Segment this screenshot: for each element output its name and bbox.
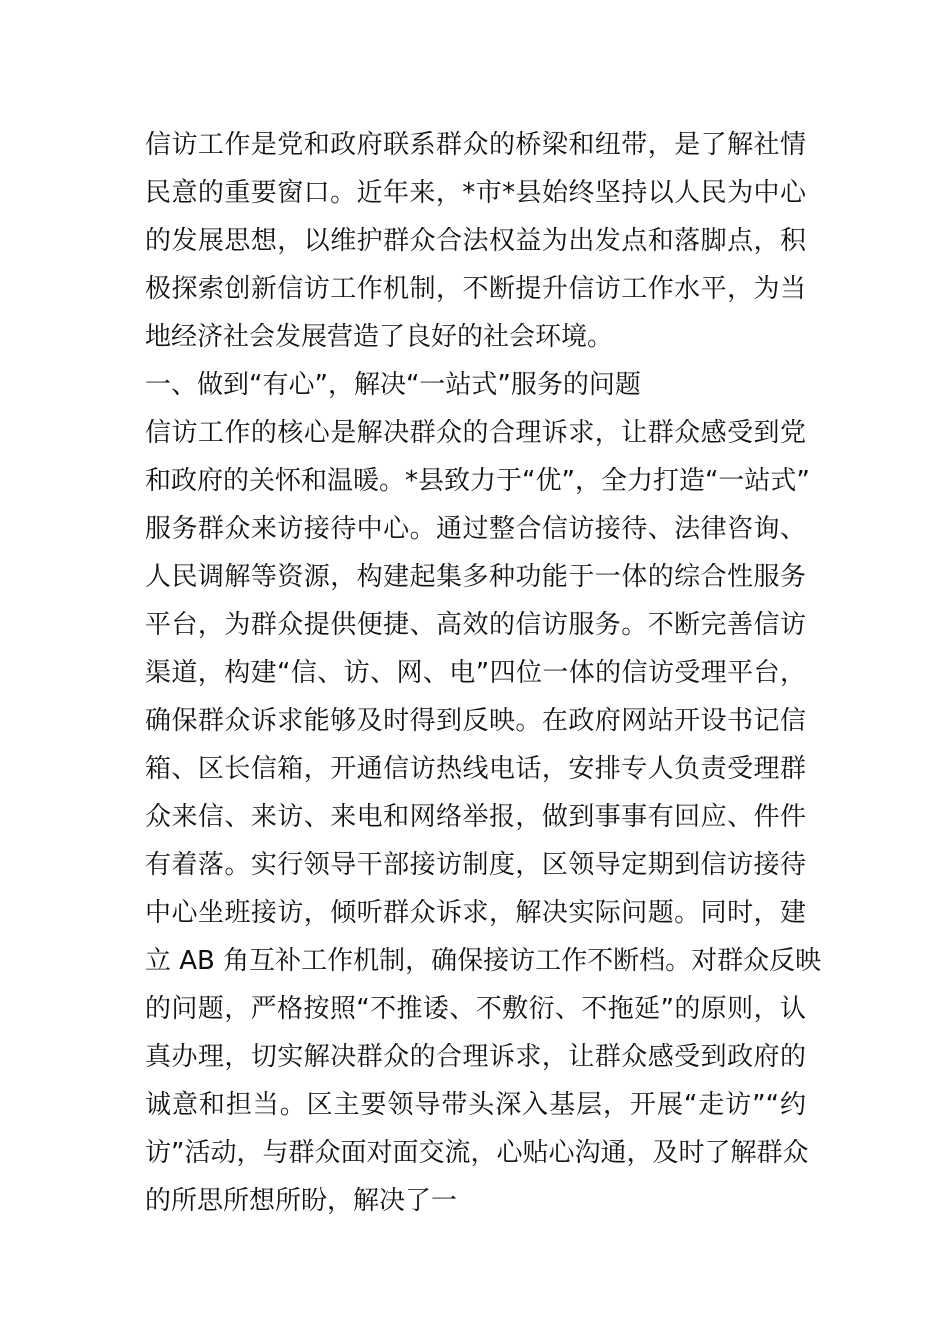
text-line: 人民调解等资源，构建起集多种功能于一体的综合性服务 [145, 562, 806, 592]
text-line: 立 AB 角互补工作机制，确保接访工作不断档。对群众反映 [145, 946, 822, 976]
text-line: 访”活动，与群众面对面交流，心贴心沟通，及时了解群众 [145, 1138, 809, 1168]
text-line: 民意的重要窗口。近年来，*市*县始终坚持以人民为中心 [145, 178, 806, 208]
text-line: 极探索创新信访工作机制，不断提升信访工作水平，为当 [145, 274, 806, 304]
text-line: 诚意和担当。区主要领导带头深入基层，开展“走访”“约 [145, 1090, 806, 1120]
text-line: 真办理，切实解决群众的合理诉求，让群众感受到政府的 [145, 1042, 806, 1072]
text-line: 服务群众来访接待中心。通过整合信访接待、法律咨询、 [145, 514, 806, 544]
document-page [145, 121, 822, 1225]
text-line: 平台，为群众提供便捷、高效的信访服务。不断完善信访 [145, 610, 806, 640]
intro-paragraph [145, 121, 806, 361]
text-line: 有着落。实行领导干部接访制度，区领导定期到信访接待 [145, 850, 806, 880]
text-line: 的所思所想所盼，解决了一 [145, 1186, 458, 1216]
text-line: 地经济社会发展营造了良好的社会环境。 [145, 322, 614, 352]
text-line: 众来信、来访、来电和网络举报，做到事事有回应、件件 [145, 802, 806, 832]
text-line: 信访工作是党和政府联系群众的桥梁和纽带，是了解社情 [145, 130, 806, 160]
text-line: 中心坐班接访，倾听群众诉求，解决实际问题。同时，建 [145, 898, 806, 928]
text-line: 箱、区长信箱，开通信访热线电话，安排专人负责受理群 [145, 754, 806, 784]
text-line: 确保群众诉求能够及时得到反映。在政府网站开设书记信 [145, 706, 806, 736]
text-line: 渠道，构建“信、访、网、电”四位一体的信访受理平台， [145, 658, 806, 688]
text-line: 的发展思想，以维护群众合法权益为出发点和落脚点，积 [145, 226, 806, 256]
text-line: 信访工作的核心是解决群众的合理诉求，让群众感受到党 [145, 418, 806, 448]
text-line: 的问题，严格按照“不推诿、不敷衍、不拖延”的原则，认 [145, 994, 806, 1024]
text-line: 和政府的关怀和温暖。*县致力于“优”，全力打造“一站式” [145, 466, 810, 496]
body-paragraph [145, 409, 822, 1225]
section-heading: 一、做到“有心”，解决“一站式”服务的问题 [145, 370, 641, 400]
